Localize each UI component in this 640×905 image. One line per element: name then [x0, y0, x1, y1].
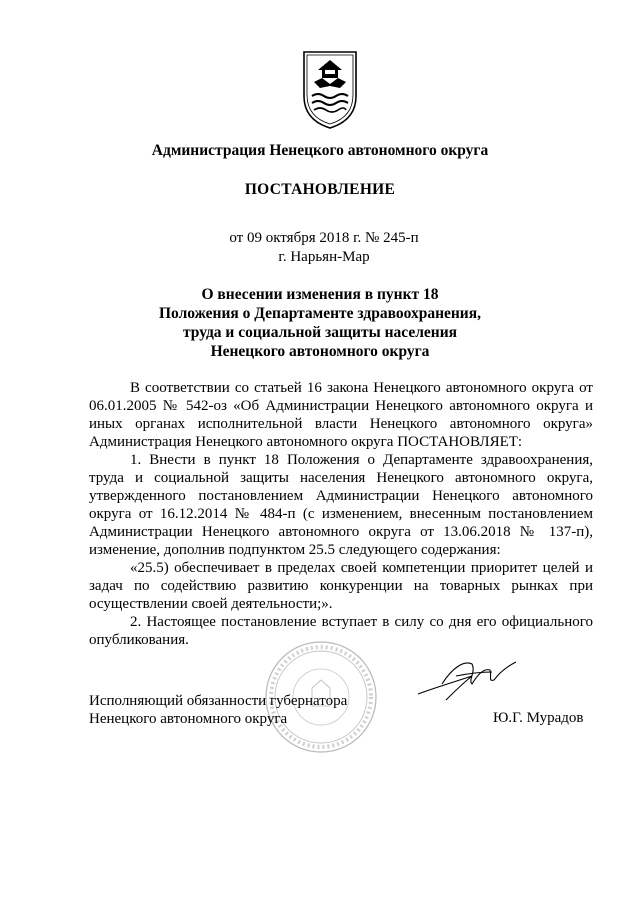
preamble-paragraph: В соответствии со статьей 16 закона Ненецкого автономного округа от 06.01.2005 № 542-оз «Об Администрации Ненецкого автономного округа и иных органах исполнительной власти Ненецкого автономного округа» Администрация Ненецкого автономного округа ПОСТАНОВЛЯЕТ:: [89, 380, 593, 450]
organization-title: Администрация Ненецкого автономного округа: [151, 142, 489, 159]
signatory-position-line: Исполняющий обязанности губернатора: [89, 693, 348, 709]
document-type: ПОСТАНОВЛЕНИЕ: [244, 181, 396, 198]
item-1-paragraph: 1. Внести в пункт 18 Положения о Департаменте здравоохранения, труда и социальной защиты населения Ненецкого автономного округа, утвержденного постановлением Администрации Ненецкого автономного округа от 16.12.2014 № 484-п (с изменением, внесенным постановлением Администрации Ненецкого автономного округа от 13.06.2018 № 137-п), изменение, дополнив подпунктом 25.5 следующего содержания:: [89, 452, 593, 558]
signatory-name: Ю.Г. Мурадов: [493, 710, 584, 726]
document-body: [89, 379, 593, 649]
subject-line: труда и социальной защиты населения: [182, 324, 458, 341]
quoted-subclause: «25.5) обеспечивает в пределах своей компетенции приоритет целей и задач по содействию развитию конкуренции на товарных рынках при осуществлении своей деятельности;».: [89, 560, 593, 612]
subject-line: Ненецкого автономного округа: [210, 343, 430, 360]
coat-of-arms-icon: [300, 48, 360, 130]
item-2-paragraph: 2. Настоящее постановление вступает в силу со дня его официального опубликования.: [89, 614, 593, 648]
document-city: г. Нарьян-Мар: [278, 249, 370, 265]
handwritten-signature: [412, 654, 522, 702]
subject-line: Положения о Департаменте здравоохранения,: [158, 305, 482, 322]
subject-line: О внесении изменения в пункт 18: [201, 286, 439, 303]
document-date-number: от 09 октября 2018 г. № 245-п: [229, 230, 419, 246]
signatory-position: [89, 692, 347, 728]
document-subject: [0, 285, 640, 361]
signatory-position-line: Ненецкого автономного округа: [89, 711, 288, 727]
